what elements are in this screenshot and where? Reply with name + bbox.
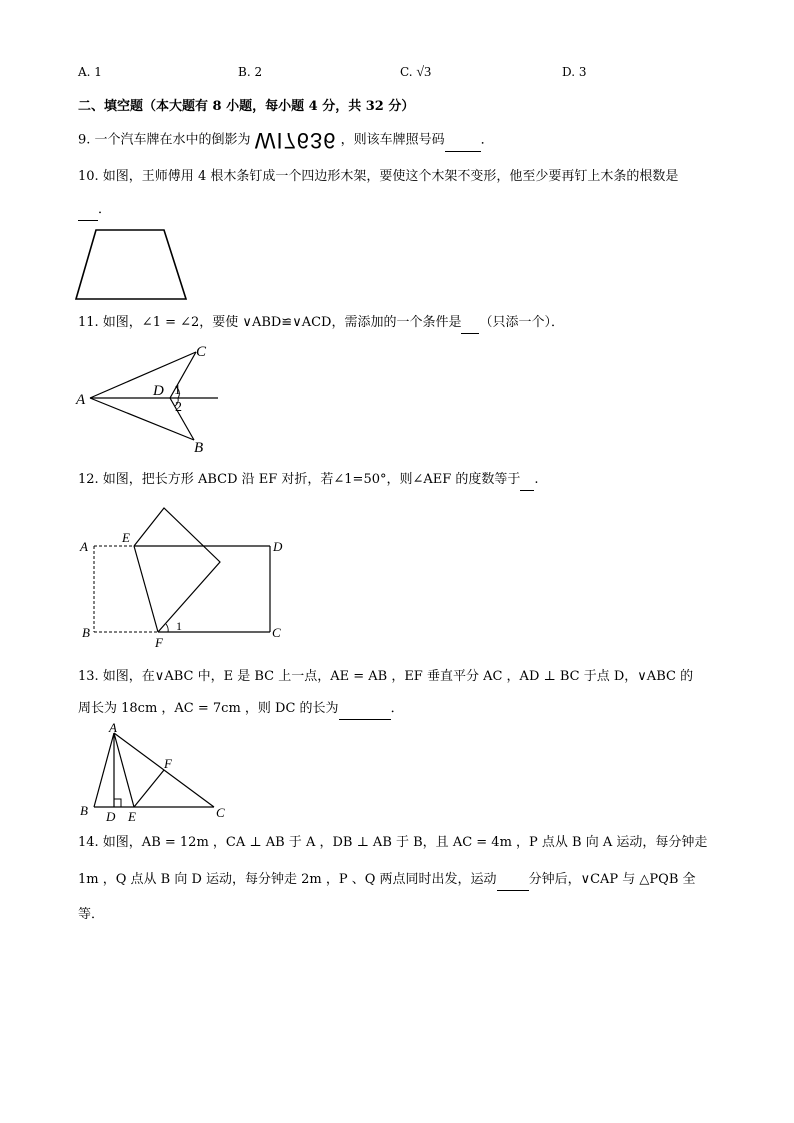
label-1: 1: [176, 619, 182, 633]
q11-answer-blank[interactable]: [461, 313, 479, 334]
q11-text: 11. 如图，∠1 = ∠2，要使 ∨ABD≌∨ACD，需添加的一个条件是: [78, 315, 462, 330]
q9-text-before: 9. 一个汽车牌在水中的倒影为: [78, 132, 251, 148]
label-C: C: [272, 625, 281, 640]
label-D: D: [273, 539, 283, 554]
line-DB: [170, 398, 194, 440]
label-B: B: [194, 440, 204, 456]
label-1: 1: [174, 383, 181, 398]
question-9: [78, 130, 494, 152]
q10-answer-blank[interactable]: [78, 200, 98, 221]
q13-figure: [76, 720, 236, 826]
q14-line2-end: 分钟后，∨CAP 与 △PQB 全: [528, 872, 696, 887]
q14-line2-text: 1m ，Q 点从 B 向 D 运动，每分钟走 2m ，P 、Q 两点同时出发，运动: [78, 872, 497, 887]
label-D: D: [106, 809, 116, 824]
q10-end: ．: [98, 202, 112, 217]
section-title: 二、填空题（本大题有 8 小题，每小题 4 分，共 32 分）: [78, 99, 415, 114]
question-13-line1: 13. 如图，在∨ABC 中，E 是 BC 上一点，AE = AB ，EF 垂直平分 AC ，AD ⊥ BC 于点 D，∨ABC 的: [78, 669, 694, 684]
label-A: A: [80, 539, 88, 554]
q13-answer-blank[interactable]: [339, 699, 391, 720]
question-14-line3: 等．: [78, 907, 105, 922]
q11-text-end: （只添一个）．: [479, 315, 564, 330]
q14-answer-blank[interactable]: [497, 870, 529, 891]
plate-reflection: WI7636: [254, 128, 337, 153]
label-C: C: [216, 805, 225, 820]
question-10-line1: 10. 如图，王师傅用 4 根木条钉成一个四边形木架，要使这个木架不变形，他至少要再钉上木条的根数是: [78, 169, 679, 184]
label-E: E: [128, 809, 136, 824]
q12-text-end: .: [534, 472, 539, 487]
label-A: A: [76, 392, 86, 408]
q9-text-end: ．: [480, 132, 494, 148]
q11-figure: [72, 338, 232, 456]
folded-flap: [134, 508, 220, 632]
fold-EF: [134, 546, 158, 632]
question-14-line1: 14. 如图，AB = 12m ，CA ⊥ AB 于 A ，DB ⊥ AB 于 B，且 AC = 4m ，P 点从 B 向 A 运动，每分钟走: [78, 835, 708, 850]
q9-text-after: ，则该车牌照号码: [340, 132, 445, 148]
angle-1-arc: [166, 624, 168, 632]
question-12: [78, 470, 539, 491]
label-F: F: [164, 756, 172, 771]
label-D: D: [153, 383, 164, 399]
q13-line2-text: 周长为 18cm ，AC = 7cm ，则 DC 的长为: [78, 701, 339, 716]
right-angle-mark: [114, 799, 121, 807]
q13-line2-end: ．: [390, 701, 404, 716]
question-11: [78, 313, 564, 334]
label-E: E: [122, 530, 130, 545]
question-13-line2: [78, 699, 404, 720]
option-c: [400, 65, 431, 81]
option-c-value: √3: [416, 65, 432, 80]
label-B: B: [80, 803, 88, 818]
option-c-prefix: C.: [400, 65, 417, 79]
segment-EF: [134, 770, 164, 807]
label-C: C: [196, 344, 207, 360]
question-10-line2: [78, 200, 111, 221]
option-d: D. 3: [562, 65, 587, 79]
question-14-line2: [78, 870, 696, 891]
label-A: A: [109, 720, 117, 735]
q12-text: 12. 如图，把长方形 ABCD 沿 EF 对折，若∠1=50°，则∠AEF 的度数等于: [78, 472, 521, 487]
label-F: F: [155, 635, 163, 650]
label-B: B: [82, 625, 90, 640]
side-AB: [94, 733, 114, 807]
q12-answer-blank[interactable]: [520, 470, 534, 491]
trapezoid-shape: [76, 230, 186, 299]
label-2: 2: [175, 400, 182, 415]
option-b: B. 2: [238, 65, 263, 79]
segment-AE: [114, 733, 134, 807]
q12-figure: [76, 500, 296, 650]
q9-answer-blank[interactable]: [445, 131, 481, 152]
q10-trapezoid-figure: [70, 225, 200, 305]
option-a: A. 1: [78, 65, 102, 79]
